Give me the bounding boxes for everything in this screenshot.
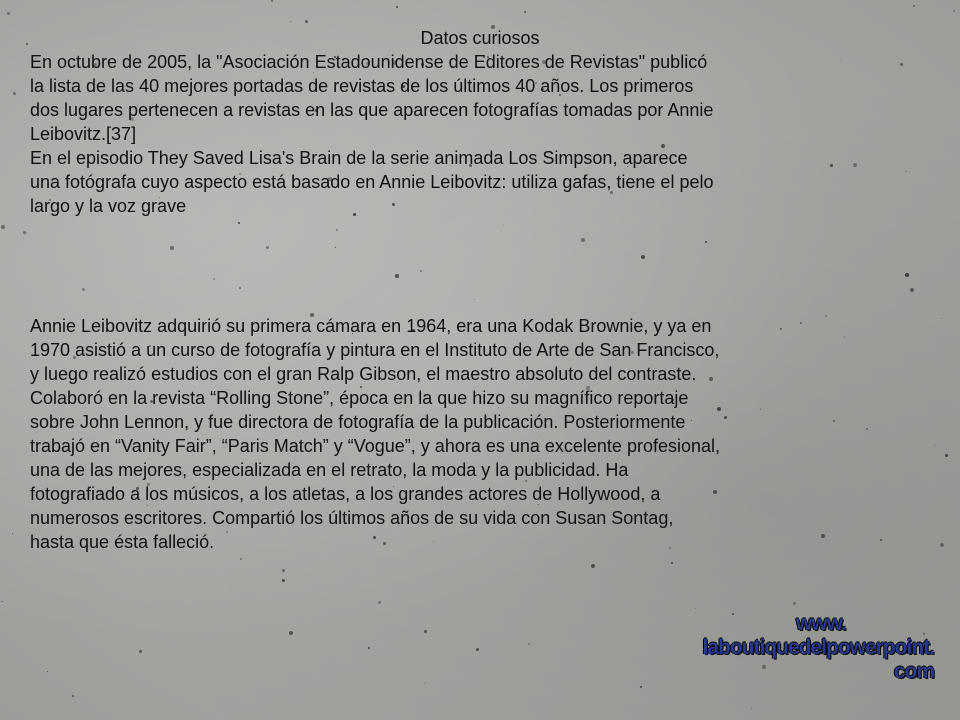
texture-speck <box>793 602 796 605</box>
texture-speck <box>581 238 585 242</box>
texture-speck <box>282 569 285 572</box>
texture-speck <box>239 287 241 289</box>
texture-speck <box>945 454 948 457</box>
texture-speck <box>420 270 422 272</box>
text-line: En el episodio They Saved Lisa's Brain de la serie animada Los Simpson, aparece <box>30 148 688 168</box>
text-line: una de las mejores, especializada en el retrato, la moda y la publicidad. Ha <box>30 460 629 480</box>
texture-speck <box>424 630 427 633</box>
texture-speck <box>671 562 673 564</box>
paragraph-trivia <box>30 50 942 218</box>
text-line: En octubre de 2005, la "Asociación Estadounidense de Editores de Revistas" publicó <box>30 52 708 72</box>
watermark-line: laboutiquedelpowerpoint. <box>702 636 934 659</box>
text-line: la lista de las 40 mejores portadas de revistas de los últimos 40 años. Los primeros <box>30 76 694 96</box>
texture-speck <box>170 246 174 250</box>
texture-speck <box>336 229 338 231</box>
watermark-line: www. <box>795 612 846 635</box>
texture-speck <box>335 247 336 248</box>
texture-speck <box>82 288 85 291</box>
texture-speck <box>476 648 479 651</box>
texture-speck <box>953 10 955 12</box>
texture-speck <box>2 601 3 602</box>
text-line: y luego realizó estudios con el gran Ralp Gibson, el maestro absoluto del contraste. <box>30 364 697 384</box>
texture-speck <box>13 92 16 95</box>
paragraph-biography <box>30 314 942 554</box>
texture-speck <box>1 225 5 229</box>
texture-speck <box>751 708 752 709</box>
text-line: dos lugares pertenecen a revistas en las que aparecen fotografías tomadas por Annie <box>30 100 714 120</box>
website-watermark <box>703 612 935 684</box>
texture-speck <box>139 650 142 653</box>
watermark-line: com <box>893 660 934 683</box>
texture-speck <box>905 273 909 277</box>
texture-speck <box>705 241 707 243</box>
texture-speck <box>238 222 240 224</box>
texture-speck <box>424 683 425 684</box>
texture-speck <box>305 20 308 23</box>
text-line: hasta que ésta falleció. <box>30 532 215 552</box>
texture-speck <box>528 643 530 645</box>
text-line: sobre John Lennon, y fue directora de fotografía de la publicación. Posteriormente <box>30 412 686 432</box>
texture-speck <box>913 5 915 7</box>
texture-speck <box>591 564 595 568</box>
text-line: fotografiado a los músicos, a los atletas, a los grandes actores de Hollywood, a <box>30 484 661 504</box>
text-line: Leibovitz.[37] <box>30 124 137 144</box>
texture-speck <box>12 533 13 534</box>
texture-speck <box>396 6 398 8</box>
texture-speck <box>640 686 642 688</box>
texture-speck <box>23 231 26 234</box>
texture-speck <box>47 671 48 672</box>
texture-speck <box>524 11 526 13</box>
texture-speck <box>503 225 504 226</box>
texture-speck <box>378 601 381 604</box>
text-line: 1970 asistió a un curso de fotografía y pintura en el Instituto de Arte de San Francisco, <box>30 340 720 360</box>
texture-speck <box>290 21 291 22</box>
texture-speck <box>289 631 293 635</box>
text-line: trabajó en “Vanity Fair”, “Paris Match” y “Vogue”, y ahora es una excelente profesional, <box>30 436 721 456</box>
text-line: largo y la voz grave <box>30 196 187 216</box>
texture-speck <box>271 0 273 2</box>
texture-speck <box>641 255 645 259</box>
texture-speck <box>395 274 399 278</box>
texture-speck <box>282 579 285 582</box>
texture-speck <box>695 608 696 609</box>
texture-speck <box>474 299 475 300</box>
slide-title: Datos curiosos <box>420 28 540 48</box>
text-line: Annie Leibovitz adquirió su primera cámara en 1964, era una Kodak Brownie, y ya en <box>30 316 712 336</box>
texture-speck <box>368 647 370 649</box>
texture-speck <box>240 558 242 560</box>
texture-speck <box>266 246 269 249</box>
text-line: una fotógrafa cuyo aspecto está basado en Annie Leibovitz: utiliza gafas, tiene el pelo <box>30 172 714 192</box>
text-line: Colaboró en la revista “Rolling Stone”, época en la que hizo su magnífico reportaje <box>30 388 689 408</box>
text-line: numerosos escritores. Compartió los últimos años de su vida con Susan Sontag, <box>30 508 674 528</box>
texture-speck <box>72 695 74 697</box>
texture-speck <box>910 288 914 292</box>
texture-speck <box>7 12 10 15</box>
texture-speck <box>213 278 215 280</box>
